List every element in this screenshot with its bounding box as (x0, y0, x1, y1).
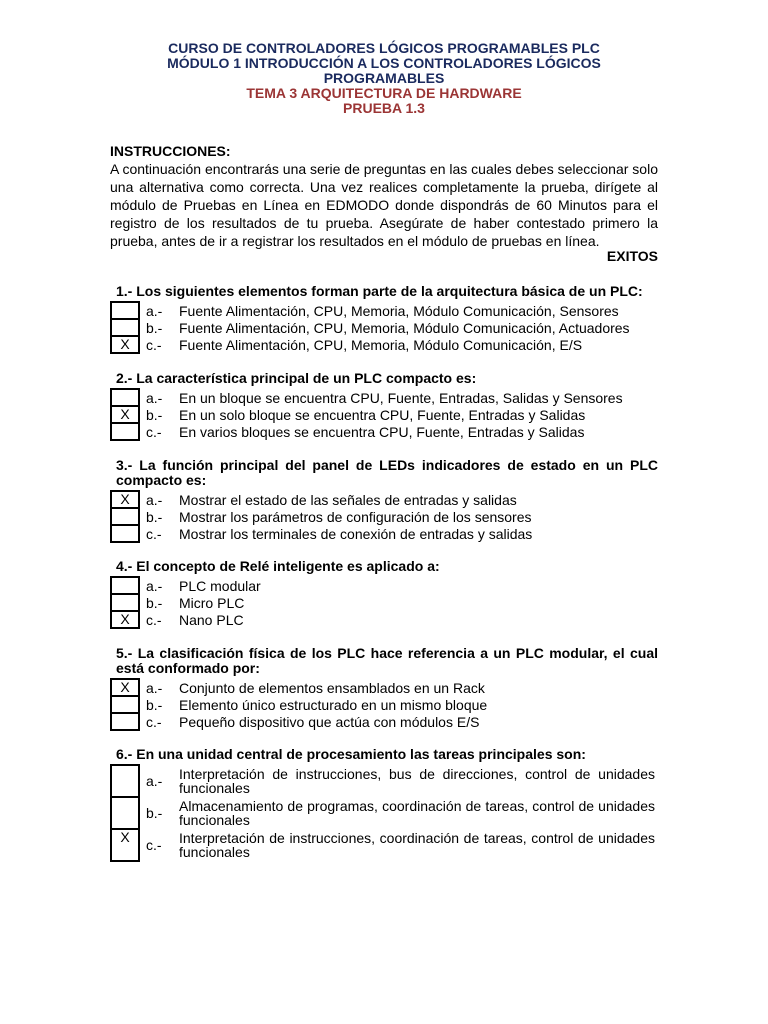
options-list (110, 490, 533, 543)
option-letter: c.- (146, 611, 162, 628)
option-letter: c.- (146, 525, 162, 542)
answer-checkbox[interactable] (111, 525, 139, 542)
option-b (111, 696, 487, 713)
answer-checkbox[interactable] (111, 696, 139, 713)
option-a (111, 302, 630, 319)
answer-checkbox[interactable] (111, 302, 139, 319)
option-letter: a.- (146, 679, 163, 696)
option-text: Elemento único estructurado en un mismo bloque (179, 696, 488, 713)
option-text: Nano PLC (179, 611, 244, 628)
option-text: Interpretación de instrucciones, coordinación de tareas, control de unidades funcionales (179, 830, 655, 860)
options-list (110, 764, 656, 862)
closing-text: EXITOS (606, 248, 658, 264)
option-a (111, 491, 532, 508)
option-letter: b.- (146, 508, 163, 525)
answer-checkbox[interactable] (111, 423, 139, 440)
option-b (111, 797, 655, 829)
question-6 (110, 747, 658, 862)
option-text: Conjunto de elementos ensamblados en un Rack (179, 679, 485, 696)
course-title: CURSO DE CONTROLADORES LÓGICOS PROGRAMABLES PLC (168, 40, 600, 56)
option-a (111, 389, 623, 406)
option-text: En un bloque se encuentra CPU, Fuente, Entradas, Salidas y Sensores (179, 389, 623, 406)
option-c (111, 713, 487, 730)
instructions-heading: INSTRUCCIONES: (110, 143, 231, 159)
option-text: En un solo bloque se encuentra CPU, Fuente, Entradas y Salidas (179, 406, 586, 423)
option-letter: a.- (146, 389, 163, 406)
option-text: Fuente Alimentación, CPU, Memoria, Módulo Comunicación, Sensores (179, 302, 619, 319)
option-letter: a.- (146, 773, 163, 789)
instructions-body: A continuación encontrarás una serie de preguntas en las cuales debes seleccionar solo una alternativa como correcta. Una vez realices completamente la prueba, dirígete al módulo de Pruebas en Línea en EDMODO donde dispondrás de 60 Minutos para el registro de los resultados de tu prueba. Asegúrate de haber contestado primero la prueba, antes de ir a registrar los resultados en el módulo de pruebas en línea. (110, 161, 658, 249)
option-c (111, 336, 630, 353)
option-letter: b.- (146, 805, 163, 821)
module-title: MÓDULO 1 INTRODUCCIÓN A LOS CONTROLADORES LÓGICOS (167, 55, 601, 71)
option-letter: b.- (146, 319, 163, 336)
answer-checkbox[interactable] (111, 319, 139, 336)
answer-checkbox[interactable] (111, 389, 139, 406)
option-letter: c.- (146, 713, 162, 730)
answer-checkbox[interactable] (111, 594, 139, 611)
option-a (111, 577, 261, 594)
option-text: Interpretación de instrucciones, bus de direcciones, control de unidades funcionales (179, 766, 655, 796)
option-text: Fuente Alimentación, CPU, Memoria, Módulo Comunicación, Actuadores (179, 319, 630, 336)
option-text: Mostrar el estado de las señales de entradas y salidas (179, 491, 517, 508)
question-title: 6.- En una unidad central de procesamiento las tareas principales son: (116, 746, 586, 762)
option-text: Fuente Alimentación, CPU, Memoria, Módulo Comunicación, E/S (179, 336, 583, 353)
options-list (110, 678, 488, 731)
option-letter: a.- (146, 302, 163, 319)
option-letter: b.- (146, 696, 163, 713)
answer-checkbox[interactable]: X (111, 491, 139, 508)
option-b (111, 508, 532, 525)
option-a (111, 679, 487, 696)
options-list (110, 576, 262, 629)
answer-checkbox[interactable] (111, 508, 139, 525)
option-b (111, 406, 623, 423)
answer-checkbox[interactable] (111, 797, 139, 829)
option-text: En varios bloques se encuentra CPU, Fuente, Entradas y Salidas (179, 423, 585, 440)
answer-checkbox[interactable]: X (111, 611, 139, 628)
question-title: 3.- La función principal del panel de LEDs indicadores de estado en un PLC compacto es: (116, 457, 658, 488)
option-letter: c.- (146, 837, 162, 853)
question-1 (110, 284, 658, 354)
answer-checkbox[interactable]: X (111, 406, 139, 423)
answer-checkbox[interactable] (111, 577, 139, 594)
option-c (111, 829, 655, 861)
option-text: Mostrar los terminales de conexión de entradas y salidas (179, 525, 533, 542)
answer-checkbox[interactable]: X (111, 829, 139, 861)
question-title: 1.- Los siguientes elementos forman parte de la arquitectura básica de un PLC: (116, 283, 643, 299)
option-b (111, 594, 261, 611)
question-5 (110, 646, 658, 731)
option-letter: c.- (146, 423, 162, 440)
answer-checkbox[interactable]: X (111, 336, 139, 353)
question-title: 4.- El concepto de Relé inteligente es aplicado a: (116, 558, 440, 574)
answer-checkbox[interactable] (111, 713, 139, 730)
option-text: Pequeño dispositivo que actúa con módulos E/S (179, 713, 480, 730)
question-title: 2.- La característica principal de un PLC compacto es: (116, 370, 477, 386)
module-title-cont: PROGRAMABLES (323, 70, 445, 86)
option-text: Almacenamiento de programas, coordinación de tareas, control de unidades funcionales (179, 798, 655, 828)
document-header (0, 41, 768, 116)
test-title: PRUEBA 1.3 (343, 100, 425, 116)
option-letter: c.- (146, 336, 162, 353)
options-list (110, 301, 631, 354)
question-3 (110, 458, 658, 543)
option-text: PLC modular (179, 577, 261, 594)
option-c (111, 423, 623, 440)
topic-title: TEMA 3 ARQUITECTURA DE HARDWARE (246, 85, 522, 101)
answer-checkbox[interactable]: X (111, 679, 139, 696)
option-text: Micro PLC (179, 594, 245, 611)
answer-checkbox[interactable] (111, 765, 139, 797)
option-letter: a.- (146, 491, 163, 508)
option-text: Mostrar los parámetros de configuración de los sensores (179, 508, 532, 525)
option-c (111, 525, 532, 542)
option-a (111, 765, 655, 797)
question-4 (110, 559, 658, 629)
options-list (110, 388, 624, 441)
option-letter: a.- (146, 577, 163, 594)
option-letter: b.- (146, 406, 163, 423)
question-2 (110, 371, 658, 441)
question-title: 5.- La clasificación física de los PLC hace referencia a un PLC modular, el cual está conformado por: (116, 645, 658, 676)
option-b (111, 319, 630, 336)
option-letter: b.- (146, 594, 163, 611)
option-c (111, 611, 261, 628)
